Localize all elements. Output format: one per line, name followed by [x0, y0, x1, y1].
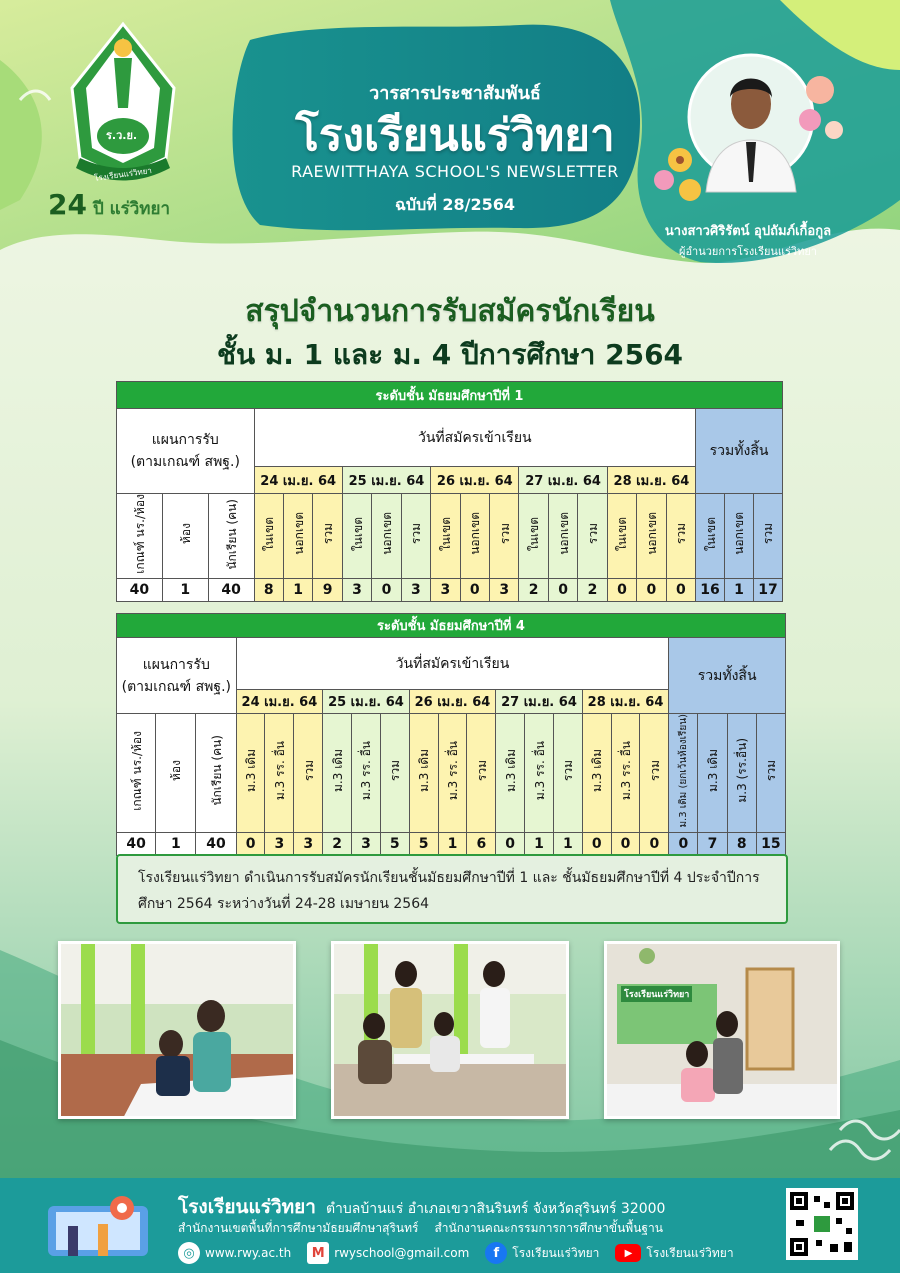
- m1-sub-col: นอกเขต: [379, 512, 394, 556]
- m4-date-4: 27 เม.ย. 64: [496, 690, 583, 714]
- m1-value-10: 0: [460, 578, 489, 601]
- m1-value-6: 3: [342, 578, 371, 601]
- facebook-link[interactable]: โรงเรียนแร่วิทยา: [512, 1245, 600, 1260]
- email-link[interactable]: rwyschool@gmail.com: [334, 1246, 470, 1260]
- m4-total-col: ม.3 (รร.อื่น): [735, 738, 750, 804]
- m1-sub-col: รวม: [321, 523, 336, 545]
- m4-value-2: 40: [196, 832, 236, 855]
- m4-value-9: 5: [409, 832, 438, 855]
- facebook-icon: f: [485, 1242, 507, 1264]
- m4-value-15: 0: [582, 832, 611, 855]
- m1-sub-col: รวม: [674, 523, 689, 545]
- m1-sub-col: นอกเขต: [644, 512, 659, 556]
- m4-sub-col: รวม: [301, 760, 316, 782]
- globe-icon: ◎: [178, 1242, 200, 1264]
- director-name: นางสาวศิริรัตน์ อุปถัมภ์เกื้อกูล: [664, 224, 832, 239]
- m4-table-caption: ระดับชั้น มัธยมศึกษาปีที่ 4: [117, 614, 786, 638]
- photo3-banner-text: โรงเรียนแร่วิทยา: [621, 986, 692, 1002]
- m1-date-2: 25 เม.ย. 64: [342, 467, 430, 494]
- m1-value-9: 3: [431, 578, 460, 601]
- m1-sub-col: รวม: [497, 523, 512, 545]
- m4-sub-col: รวม: [388, 760, 403, 782]
- m1-value-1: 1: [162, 578, 208, 601]
- m1-col-students: นักเรียน (คน): [224, 498, 239, 570]
- m1-date-5: 28 เม.ย. 64: [607, 467, 695, 494]
- m4-value-17: 0: [640, 832, 669, 855]
- m4-sub-col: ม.3 รร. อื่น: [532, 741, 547, 801]
- m4-date-1: 24 เม.ย. 64: [236, 690, 323, 714]
- youtube-icon: ▶: [615, 1244, 641, 1262]
- m1-value-20: 17: [753, 578, 782, 601]
- m1-total-col: นอกเขต: [732, 512, 747, 556]
- m4-value-8: 5: [380, 832, 409, 855]
- summary-title: สรุปจำนวนการรับสมัครนักเรียน: [245, 294, 655, 329]
- m4-value-10: 1: [438, 832, 467, 855]
- journal-label: วารสารประชาสัมพันธ์: [369, 83, 541, 104]
- footer-office-2: สำนักงานคณะกรรมการการศึกษาขั้นพื้นฐาน: [434, 1221, 663, 1235]
- footer-school-name: โรงเรียนแร่วิทยา: [178, 1196, 316, 1218]
- m1-sub-col: รวม: [586, 523, 601, 545]
- gmail-icon: M: [307, 1242, 329, 1264]
- m1-total-col: ในเขต: [703, 516, 718, 551]
- summary-subtitle: ชั้น ม. 1 และ ม. 4 ปีการศึกษา 2564: [216, 338, 684, 371]
- website-link[interactable]: www.rwy.ac.th: [205, 1246, 292, 1260]
- m4-value-20: 8: [727, 832, 756, 855]
- m1-value-13: 0: [548, 578, 577, 601]
- m4-value-7: 3: [352, 832, 381, 855]
- m4-value-13: 1: [525, 832, 554, 855]
- m4-value-1: 1: [156, 832, 196, 855]
- m4-value-3: 0: [236, 832, 265, 855]
- m4-enrollment-table: [116, 613, 786, 856]
- m1-value-3: 8: [254, 578, 283, 601]
- m4-sub-col: ม.3 เดิม: [330, 749, 345, 793]
- m4-total-header: รวมทั้งสิ้น: [669, 638, 786, 714]
- m4-col-per-room: เกณฑ์ นร./ห้อง: [129, 730, 144, 811]
- m1-enrollment-table: [116, 381, 783, 602]
- m4-value-14: 1: [553, 832, 582, 855]
- m4-value-16: 0: [611, 832, 640, 855]
- footer-illustration: [38, 1186, 168, 1266]
- m1-value-15: 0: [607, 578, 636, 601]
- m1-date-4: 27 เม.ย. 64: [519, 467, 607, 494]
- m1-value-0: 40: [117, 578, 163, 601]
- m4-sub-col: ม.3 เดิม: [503, 749, 518, 793]
- m4-sub-col: ม.3 เดิม: [244, 749, 259, 793]
- footer-contacts: [178, 1242, 798, 1264]
- m4-values-row: [117, 832, 786, 855]
- m4-sub-col: ม.3 รร. อื่น: [359, 741, 374, 801]
- m1-col-per-room: เกณฑ์ นร./ห้อง: [132, 494, 147, 574]
- m1-sub-col: รวม: [409, 523, 424, 545]
- m1-value-17: 0: [666, 578, 695, 601]
- m1-sub-col: ในเขต: [615, 516, 630, 551]
- m4-sub-col: รวม: [647, 760, 662, 782]
- m1-value-18: 16: [696, 578, 725, 601]
- anniversary-text: ปี แร่วิทยา: [92, 199, 171, 219]
- m4-value-11: 6: [467, 832, 496, 855]
- m1-value-16: 0: [637, 578, 666, 601]
- m4-date-2: 25 เม.ย. 64: [323, 690, 410, 714]
- m4-sub-col: ม.3 เดิม: [590, 749, 605, 793]
- flower-decoration-right-icon: [790, 70, 850, 150]
- m1-value-8: 3: [401, 578, 430, 601]
- m1-date-3: 26 เม.ย. 64: [431, 467, 519, 494]
- footer-offices: [178, 1219, 663, 1238]
- m4-dates-header: วันที่สมัครเข้าเรียน: [236, 638, 669, 690]
- photo-registration-3: [604, 941, 840, 1119]
- school-english-name: RAEWITTHAYA SCHOOL'S NEWSLETTER: [291, 162, 619, 181]
- m4-value-0: 40: [117, 832, 156, 855]
- m1-date-1: 24 เม.ย. 64: [254, 467, 342, 494]
- m4-sub-col: ม.3 เดิม: [417, 749, 432, 793]
- enrollment-note: โรงเรียนแร่วิทยา ดำเนินการรับสมัครนักเรียนชั้นมัธยมศึกษาปีที่ 1 และ ชั้นมัธยมศึกษาปีที่ 4 ประจำปีการศึกษา 2564 ระหว่างวันที่ 24-28 เมษายน 2564: [116, 854, 788, 924]
- m4-sub-col: รวม: [474, 760, 489, 782]
- footer-office-1: สำนักงานเขตพื้นที่การศึกษามัธยมศึกษาสุรินทร์: [178, 1221, 419, 1235]
- m1-sub-col: นอกเขต: [468, 512, 483, 556]
- m4-total-col: รวม: [764, 760, 779, 782]
- m1-value-4: 1: [283, 578, 312, 601]
- m1-dates-header: วันที่สมัครเข้าเรียน: [254, 409, 696, 467]
- m1-value-2: 40: [208, 578, 254, 601]
- m4-value-12: 0: [496, 832, 525, 855]
- youtube-link[interactable]: โรงเรียนแร่วิทยา: [646, 1245, 734, 1260]
- m4-sub-col: ม.3 รร. อื่น: [445, 741, 460, 801]
- director-title: ผู้อำนวยการโรงเรียนแร่วิทยา: [679, 245, 817, 258]
- m4-total-col: ม.3 เดิม (ยกเว้นห้องเรียน): [677, 714, 689, 828]
- m4-date-5: 28 เม.ย. 64: [582, 690, 669, 714]
- m1-sub-col: ในเขต: [438, 516, 453, 551]
- school-name-title: โรงเรียนแร่วิทยา: [295, 110, 615, 161]
- m1-values-row: [117, 578, 783, 601]
- m4-sub-col: รวม: [561, 760, 576, 782]
- m4-total-col: ม.3 เดิม: [706, 749, 721, 793]
- anniversary-number: 24: [48, 188, 87, 221]
- m1-value-7: 0: [372, 578, 401, 601]
- m4-value-18: 0: [669, 832, 698, 855]
- m1-sub-col: นอกเขต: [291, 512, 306, 556]
- m1-value-5: 9: [313, 578, 342, 601]
- m4-value-19: 7: [698, 832, 727, 855]
- m1-table-caption: ระดับชั้น มัธยมศึกษาปีที่ 1: [117, 382, 783, 409]
- m4-sub-col: ม.3 รร. อื่น: [619, 741, 634, 801]
- m1-plan-header: แผนการรับ (ตามเกณฑ์ สพฐ.): [117, 409, 255, 494]
- issue-number: ฉบับที่ 28/2564: [395, 195, 515, 214]
- m4-plan-header: แผนการรับ (ตามเกณฑ์ สพฐ.): [117, 638, 237, 714]
- m4-value-4: 3: [265, 832, 294, 855]
- m1-value-12: 2: [519, 578, 548, 601]
- qr-code-icon[interactable]: [786, 1188, 858, 1260]
- m1-col-rooms: ห้อง: [178, 523, 193, 545]
- m4-date-3: 26 เม.ย. 64: [409, 690, 496, 714]
- photo-registration-2: [331, 941, 569, 1119]
- m4-value-5: 3: [294, 832, 323, 855]
- m1-value-11: 3: [490, 578, 519, 601]
- m1-total-col: รวม: [761, 523, 776, 545]
- m1-sub-col: ในเขต: [262, 516, 277, 551]
- m4-value-21: 15: [756, 832, 785, 855]
- m1-sub-col: ในเขต: [527, 516, 542, 551]
- logo-initials: ร.ว.ย.: [106, 129, 138, 142]
- m4-col-students: นักเรียน (คน): [209, 735, 224, 807]
- m1-sub-col: นอกเขต: [556, 512, 571, 556]
- m4-col-rooms: ห้อง: [169, 760, 184, 782]
- m4-sub-col: ม.3 รร. อื่น: [272, 741, 287, 801]
- m1-value-14: 2: [578, 578, 607, 601]
- footer-address-line: [178, 1192, 665, 1222]
- flower-decoration-icon: [650, 140, 710, 210]
- photo-registration-1: [58, 941, 296, 1119]
- footer-address: ตำบลบ้านแร่ อำเภอเขวาสินรินทร์ จังหวัดสุรินทร์ 32000: [325, 1201, 666, 1217]
- m4-value-6: 2: [323, 832, 352, 855]
- m1-sub-col: ในเขต: [350, 516, 365, 551]
- logo-ribbon-text: โรงเรียนแร่วิทยา: [93, 166, 153, 183]
- m1-value-19: 1: [725, 578, 754, 601]
- m1-total-header: รวมทั้งสิ้น: [696, 409, 783, 494]
